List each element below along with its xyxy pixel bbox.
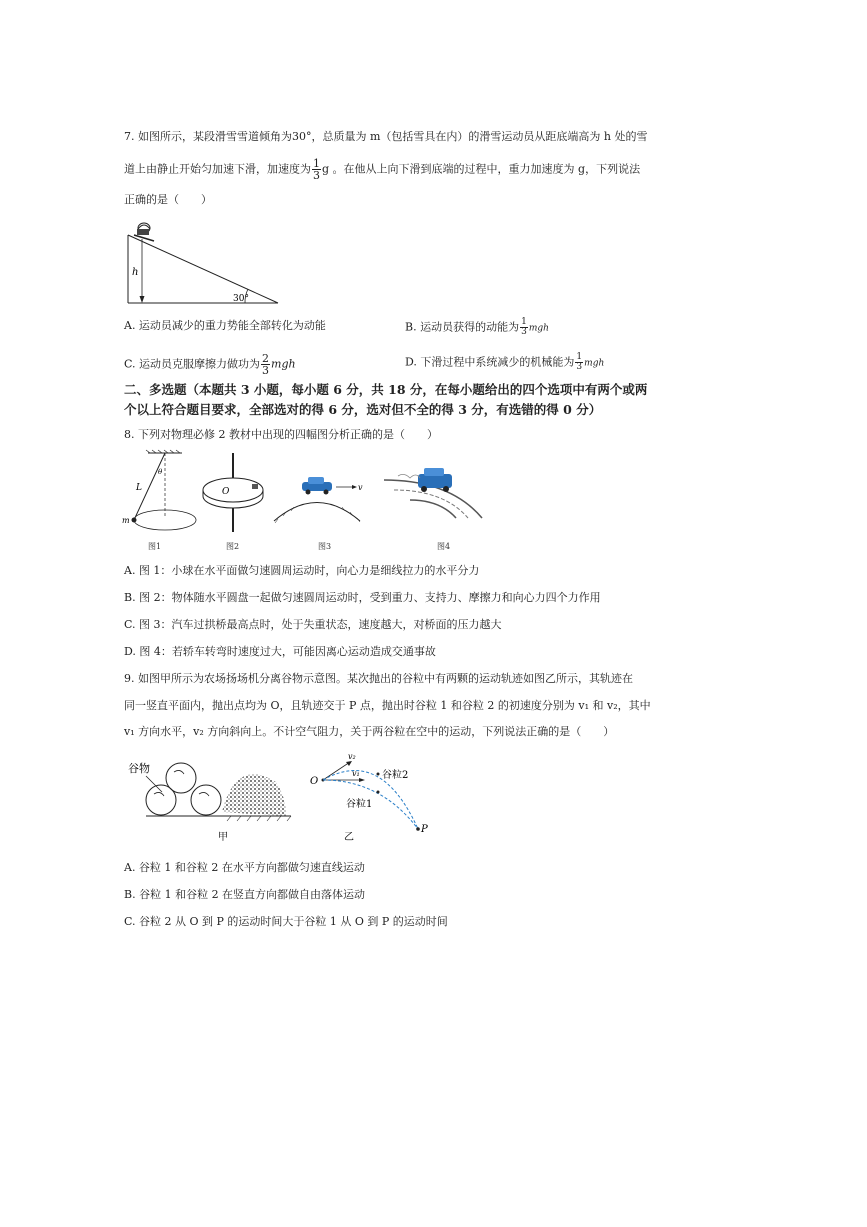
q8-figure4-turning-car — [380, 460, 490, 530]
car-icon — [302, 477, 332, 495]
q8-option-c: C. 图 3：汽车过拱桥最高点时，处于失重状态，速度越大，对桥面的压力越大 — [124, 618, 502, 631]
q7-stem-line2-end: g 。在他从上向下滑到底端的过程中，重力加速度为 g，下列说法 — [322, 162, 641, 176]
q8-option-a: A. 图 1：小球在水平面做匀速圆周运动时，向心力是细线拉力的水平分力 — [124, 564, 480, 577]
q8-figure1-conical-pendulum — [120, 450, 190, 540]
q9-stem-line2: 同一竖直平面内，抛出点均为 O，且轨迹交于 P 点，抛出时谷粒 1 和谷粒 2 的初速度分别为 v₁ 和 v₂，其中 — [124, 699, 651, 712]
q8-fig3-velocity-label: v — [358, 483, 363, 492]
q9-grain1-label: 谷粒1 — [346, 799, 373, 810]
q9-v2-label: v₂ — [348, 752, 356, 761]
q9-option-a: A. 谷粒 1 和谷粒 2 在水平方向都做匀速直线运动 — [124, 861, 365, 874]
q7-option-b — [405, 318, 549, 337]
q9-figure-jia-caption: 甲 — [218, 832, 228, 843]
q7-angle-label: 30° — [233, 294, 249, 304]
q7-option-d-mgh: mgh — [584, 358, 605, 369]
q9-grain2-label: 谷粒2 — [382, 770, 409, 781]
q9-figure-jia-winnowing-machine — [126, 752, 296, 847]
q8-caption-fig3: 图3 — [318, 542, 332, 551]
q8-figure2-turntable — [200, 450, 270, 540]
q9-stem-line3: v₁ 方向水平，v₂ 方向斜向上。不计空气阻力，关于两谷粒在空中的运动，下列说法正确的是（ ） — [124, 725, 615, 738]
q7-option-c-fraction: $\frac{2}{3}$ — [262, 352, 270, 377]
q9-origin-label: O — [310, 776, 319, 787]
q7-option-a: A. 运动员减少的重力势能全部转化为动能 — [124, 319, 326, 332]
section2-heading-line1: 二、多选题（本题共 3 小题，每小题 6 分，共 18 分，在每小题给出的四个选项中有两个或两 — [124, 382, 648, 397]
q7-stem-line1: 7. 如图所示，某段滑雪雪道倾角为30°，总质量为 m（包括雪具在内）的滑雪运动员从距底端高为 h 处的雪 — [124, 130, 648, 143]
q9-stem-line1: 9. 如图甲所示为农场扬场机分离谷物示意图。某次抛出的谷粒中有两颗的运动轨迹如图乙所示，其轨迹在 — [124, 672, 633, 685]
q7-option-b-fraction: $\frac{1}{3}$ — [521, 317, 527, 337]
q7-stem-line2 — [124, 158, 640, 181]
q9-grain-label: 谷物 — [128, 762, 150, 775]
q9-figure-yi-caption: 乙 — [344, 832, 354, 843]
q9-option-c: C. 谷粒 2 从 O 到 P 的运动时间大于谷粒 1 从 O 到 P 的运动时间 — [124, 915, 448, 928]
sedan-icon — [418, 468, 452, 492]
q8-fig1-length-label: L — [136, 483, 142, 493]
q7-option-d — [405, 353, 604, 372]
q7-option-c-text: C. 运动员克服摩擦力做功为 — [124, 357, 261, 371]
q8-option-b: B. 图 2：物体随水平圆盘一起做匀速圆周运动时，受到重力、支持力、摩擦力和向心力四个力作用 — [124, 591, 601, 604]
q8-fig2-center-label: O — [222, 487, 230, 497]
q7-option-b-mgh: mgh — [528, 323, 549, 334]
q8-stem: 8. 下列对物理必修 2 教材中出现的四幅图分析正确的是（ ） — [124, 428, 438, 441]
q9-v1-label: v₁ — [352, 769, 360, 778]
q8-fig1-theta-label: θ — [158, 468, 163, 476]
q9-point-p-label: P — [421, 824, 428, 835]
q7-option-d-text: D. 下滑过程中系统减少的机械能为 — [405, 355, 575, 369]
section2-heading-line2: 个以上符合题目要求，全部选对的得 6 分，选对但不全的得 3 分，有选错的得 0 分） — [124, 402, 602, 417]
q8-figure3-arch-bridge — [272, 466, 362, 536]
q7-acceleration-fraction: $\frac{1}{3}$ — [313, 157, 320, 182]
q9-figure-yi-trajectories — [306, 752, 436, 847]
q7-option-b-text: B. 运动员获得的动能为 — [405, 320, 520, 334]
q8-caption-fig1: 图1 — [148, 542, 162, 551]
q8-fig1-mass-label: m — [122, 516, 130, 525]
q7-option-c — [124, 353, 296, 376]
q7-stem-line3: 正确的是（ ） — [124, 193, 212, 206]
q9-option-b: B. 谷粒 1 和谷粒 2 在竖直方向都做自由落体运动 — [124, 888, 366, 901]
q7-option-d-fraction: $\frac{1}{3}$ — [576, 352, 583, 372]
skier-icon — [134, 223, 154, 241]
q7-slope-figure — [120, 215, 290, 305]
q7-option-c-mgh: mgh — [271, 357, 296, 371]
q8-caption-fig4: 图4 — [437, 542, 451, 551]
q7-stem-line2-start: 道上由静止开始匀加速下滑，加速度为 — [124, 162, 311, 176]
q7-height-label: h — [132, 267, 139, 278]
q8-option-d: D. 图 4：若轿车转弯时速度过大，可能因离心运动造成交通事故 — [124, 645, 436, 658]
q8-caption-fig2: 图2 — [226, 542, 240, 551]
